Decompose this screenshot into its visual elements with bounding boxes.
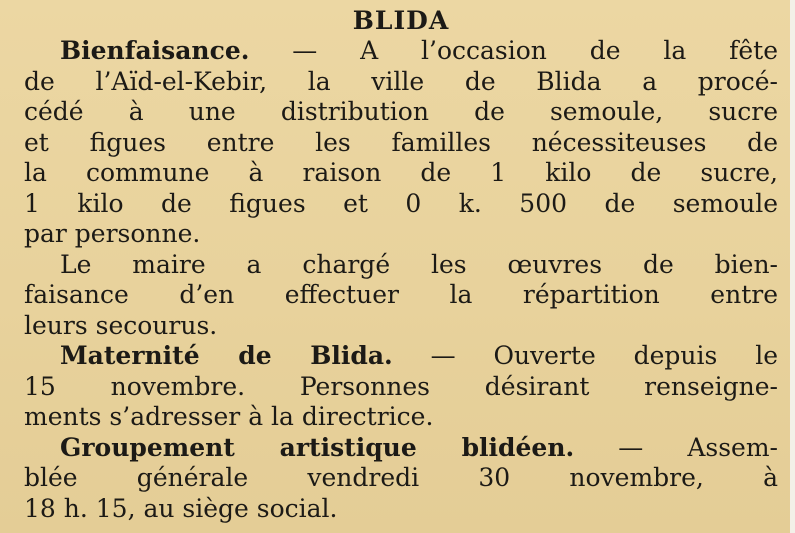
clipping-edge [790,0,795,533]
text-line: Bienfaisance. — A l’occasion de la fête [60,36,778,65]
text-line: la commune à raison de 1 kilo de sucre, [24,158,778,187]
text-line: par personne. [24,219,201,248]
text-line: 15 novembre. Personnes désirant renseigne- [24,371,778,401]
text-line: faisance d’en effectuer la répartition entre [24,280,778,309]
paragraph-maire [24,250,778,342]
paragraph-bienfaisance [24,36,778,250]
text-line: cédé à une distribution de semoule, sucre [24,97,778,126]
text-line: 18 h. 15, au siège social. [24,493,338,523]
text-line: 1 kilo de figues et 0 k. 500 de semoule [24,188,778,218]
section-lead: Bienfaisance. [60,36,250,65]
text-line: blée générale vendredi 30 novembre, à [24,463,778,492]
text-line: Le maire a chargé les œuvres de bien- [60,249,778,279]
text-line: ments s’adresser à la directrice. [24,402,434,431]
text-line: Groupement artistique blidéen. — Assem- [60,432,778,462]
paragraph-maternite [24,341,778,433]
text-line: et figues entre les familles nécessiteuses de [24,127,778,157]
article-column [24,6,778,524]
text-line: Maternité de Blida. — Ouverte depuis le [60,341,778,370]
text-line: leurs secourus. [24,310,218,340]
paragraph-groupement [24,433,778,525]
text-line: de l’Aïd-el-Kebir, la ville de Blida a procé- [24,66,778,96]
section-lead: Groupement artistique blidéen. [60,432,575,462]
article-heading: BLIDA [352,6,450,35]
section-lead: Maternité de Blida. [60,341,393,370]
